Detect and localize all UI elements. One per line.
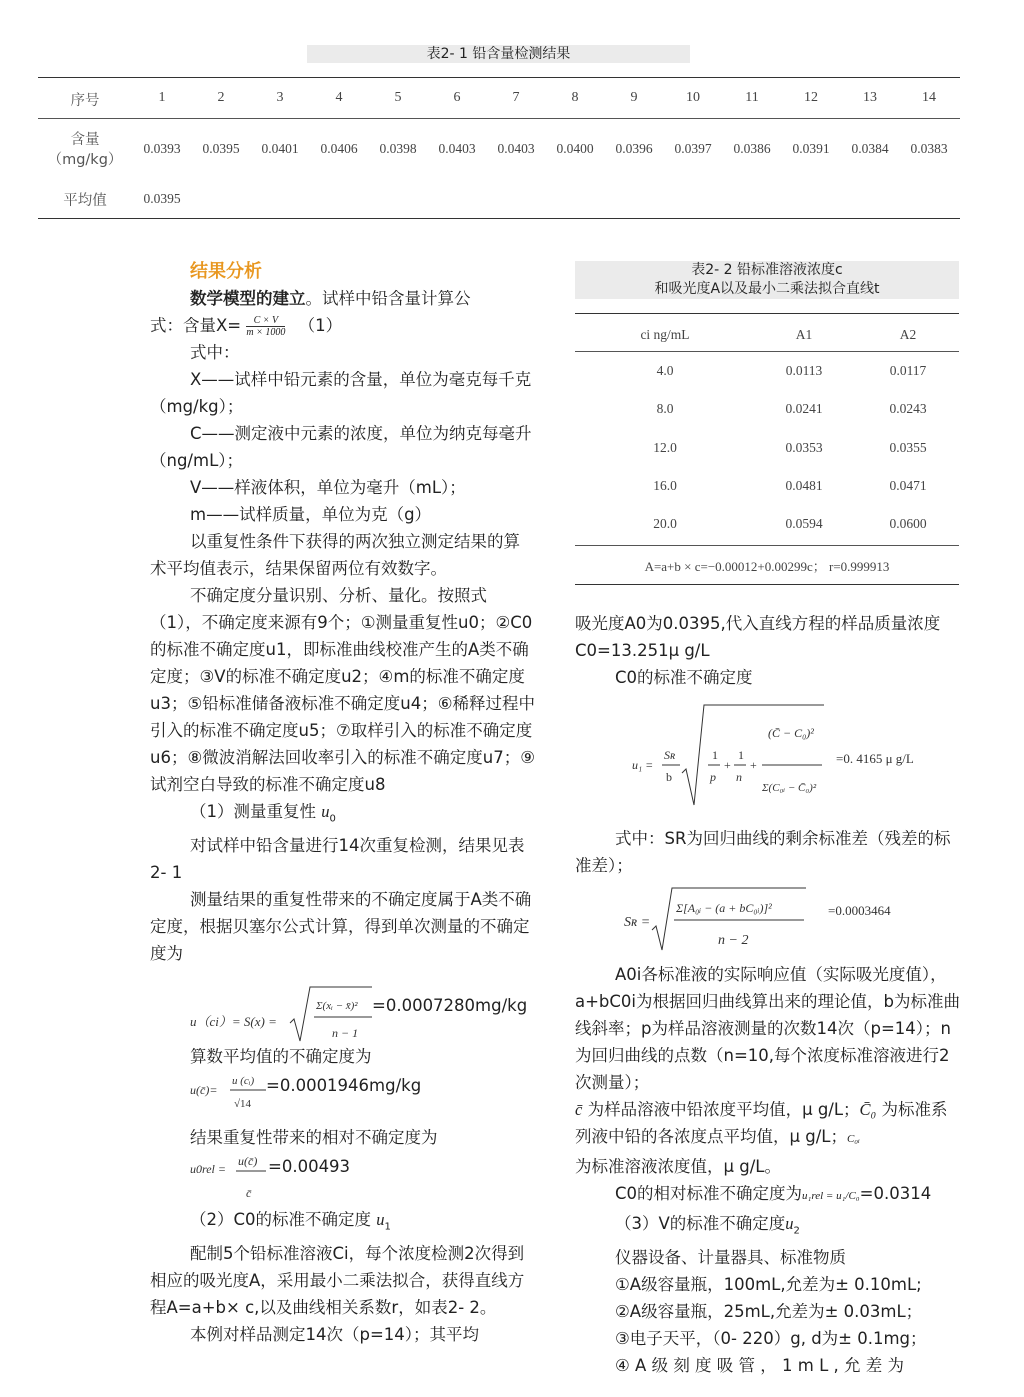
table2-cell: 0.0353 xyxy=(785,439,823,455)
left-column xyxy=(150,258,535,967)
type-a-paragraph: 测量结果的重复性带来的不确定度属于A类不确定度，根据贝塞尔公式计算，得到单次测量的不确定度为 xyxy=(150,890,532,964)
table1-index-cell: 1 xyxy=(158,90,166,105)
table2-cell: 0.0600 xyxy=(889,516,927,532)
instrument-item-1: ①A级容量瓶，100mL,允差为± 0.10mL; xyxy=(615,1275,922,1295)
subsection-1-title xyxy=(150,798,535,832)
table1-index-cell: 4 xyxy=(335,90,343,105)
equation-bessel-result: =0.0007280mg/kg xyxy=(372,996,528,1015)
relative-uncertainty-label: 结果重复性带来的相对不确定度为 xyxy=(190,1128,438,1147)
svg-text:b: b xyxy=(666,770,672,784)
sr-paragraph: 式中：SR为回归曲线的剩余标准差（残差的标准差）； xyxy=(575,829,951,875)
formula-numerator: C × V xyxy=(246,315,285,327)
table1-index-cell: 6 xyxy=(453,90,461,105)
svg-text:+: + xyxy=(750,758,757,772)
equation-mean-fraction xyxy=(190,1072,270,1112)
table1-header-rule xyxy=(38,118,960,119)
relative-c0-line xyxy=(575,1180,960,1210)
equation-sr-result: =0.0003464 xyxy=(828,903,891,918)
svg-text:n − 1: n − 1 xyxy=(332,1026,359,1040)
table1-index-cell: 8 xyxy=(571,90,579,105)
svg-text:Σ(C₀ᵢ − C̄₀)²: Σ(C₀ᵢ − C̄₀)² xyxy=(762,782,817,794)
table1-content-unit: （mg/kg） xyxy=(47,152,123,168)
table2-header-conc: ci ng/mL xyxy=(640,327,690,342)
table1-value-cell: 0.0403 xyxy=(497,141,535,156)
equation-mean-result: =0.0001946mg/kg xyxy=(266,1076,422,1095)
right-column-bottom xyxy=(575,961,960,1379)
table1-value-cell: 0.0395 xyxy=(202,141,240,156)
table2-cell: 0.0113 xyxy=(785,363,823,378)
table1-index-cell: 14 xyxy=(922,90,936,105)
right-column-top xyxy=(575,610,960,691)
svg-text:u(c̄): u(c̄) xyxy=(238,1154,258,1168)
table1-top-rule xyxy=(38,77,960,78)
c0i-symbol: C₀ᵢ xyxy=(846,1133,860,1145)
table2-cell: 4.0 xyxy=(656,363,674,378)
table1-index-cell: 9 xyxy=(630,90,638,105)
c0-uncertainty-title: C0的标准不确定度 xyxy=(615,668,753,687)
svg-text:u(c̄)=: u(c̄)= xyxy=(190,1083,218,1097)
table2-bottom-rule xyxy=(575,584,959,585)
svg-text:Sʀ =: Sʀ = xyxy=(624,915,651,930)
instrument-item-4: ④ A 级 刻 度 吸 管 ， 1 m L , 允 差 为 xyxy=(615,1356,905,1376)
uncertainty-paragraph: 不确定度分量识别、分析、量化。按照式（1），不确定度来源有9个；①测量重复性u0；②C0的标准不确定度u1，即标准曲线校准产生的A类不确定度；③V的标准不确定度u2；④m的标准不确定度u3；⑤铅标准储备液标准不确定度u4；⑥稀释过程中引入的标准不确定度u5；⑦取样引入的标准不确定度u6；⑧微波消解法回收率引入的标准不确定度u7；⑨试剂空白导致的标准不确定度u8 xyxy=(150,586,535,794)
where-label: 式中： xyxy=(190,343,240,362)
cbar-text: 为样品溶液中铅浓度平均值，μ g/L； xyxy=(587,1100,860,1119)
svg-text:1: 1 xyxy=(712,748,718,762)
subsection-1-paragraph: 对试样中铅含量进行14次重复检测，结果见表2- 1 xyxy=(150,836,525,883)
svg-text:(C̄ − C₀)²: (C̄ − C₀)² xyxy=(768,726,814,740)
subsection-3-title xyxy=(575,1210,960,1244)
table1-value-cell: 0.0383 xyxy=(910,141,948,156)
subsection-2-symbol: u xyxy=(376,1210,385,1229)
table2-cell: 20.0 xyxy=(653,516,677,532)
table2-top-rule xyxy=(575,313,959,314)
mean-uncertainty-label: 算数平均值的不确定度为 xyxy=(190,1047,372,1066)
equation-relative xyxy=(190,1151,535,1201)
left-column-mid xyxy=(150,1043,535,1070)
equation-c0-result: =0. 4165 μ g/L xyxy=(836,751,914,766)
relative-c0-result: =0.0314 xyxy=(859,1184,932,1203)
equation-mean xyxy=(190,1072,535,1112)
formula-lead: 式：含量X= xyxy=(150,316,242,335)
right-column-sr xyxy=(575,825,960,879)
svg-text:+: + xyxy=(724,758,731,772)
subsection-1-sub: 0 xyxy=(329,813,336,825)
repeat-paragraph: 以重复性条件下获得的两次独立测定结果的算术平均值表示，结果保留两位有效数字。 xyxy=(150,532,520,578)
instrument-item-2: ②A级容量瓶，25mL,允差为± 0.03mL； xyxy=(615,1302,923,1322)
table1-value-cell: 0.0403 xyxy=(438,141,476,156)
table2-cell: 0.0481 xyxy=(785,477,823,493)
table2-header-rule xyxy=(575,351,959,352)
table1-value-cell: 0.0384 xyxy=(851,141,889,156)
cbar-paragraph xyxy=(575,1096,960,1153)
table1-index-cell: 2 xyxy=(217,90,225,105)
subsection-2-title xyxy=(150,1206,535,1240)
left-column-bottom xyxy=(150,1206,535,1348)
table1-value-cell: 0.0396 xyxy=(615,141,653,156)
equation-relative-result: =0.00493 xyxy=(268,1157,351,1176)
table1-index-cell: 13 xyxy=(863,90,877,105)
equation-bessel xyxy=(190,985,535,1043)
m-definition: m——试样质量，单位为克（g） xyxy=(190,505,432,524)
table1-index-cell: 10 xyxy=(686,90,700,105)
c0bar-text: 为标准系列液中铅的各浓度点平均值，μ g/L； xyxy=(575,1100,948,1146)
svg-text:1: 1 xyxy=(738,748,744,762)
absorbance-paragraph: 吸光度A0为0.0395,代入直线方程的样品质量浓度C0=13.251μ g/L xyxy=(575,614,941,660)
table1-index-cell: 12 xyxy=(804,90,818,105)
section-title: 结果分析 xyxy=(190,261,262,282)
table1-index-cell: 5 xyxy=(394,90,402,105)
svg-text:c̄: c̄ xyxy=(246,1186,252,1200)
svg-text:Σ(xᵢ − x̄)²: Σ(xᵢ − x̄)² xyxy=(316,1000,358,1012)
subsection-3-sub: 2 xyxy=(793,1225,800,1237)
table1-average-label: 平均值 xyxy=(63,193,107,209)
table2-header-a1: A1 xyxy=(795,327,813,342)
subsection-3-symbol: u xyxy=(785,1214,794,1233)
table2-cell: 0.0471 xyxy=(889,477,927,493)
subsection-1-symbol: u xyxy=(321,802,330,821)
formula-denominator: m × 1000 xyxy=(246,327,286,338)
table2-cell: 0.0243 xyxy=(889,401,927,417)
subsection-2-sub: 1 xyxy=(384,1221,391,1233)
table2-fit-rule xyxy=(575,545,959,546)
subsection-2-text: （2）C0的标准不确定度 xyxy=(190,1210,372,1229)
table1-content-label: 含量 xyxy=(70,132,100,148)
svg-text:p: p xyxy=(710,770,716,784)
svg-text:u0rel =: u0rel = xyxy=(190,1162,226,1176)
table2-cell: 8.0 xyxy=(656,401,674,417)
v-definition: V——样液体积，单位为毫升（mL）； xyxy=(190,478,466,497)
svg-text:Sʀ: Sʀ xyxy=(664,748,676,762)
equation-sr xyxy=(620,886,950,952)
table1-value-cell: 0.0393 xyxy=(143,141,181,156)
relative-c0-formula: u₁rel = u₁/C₀ xyxy=(802,1190,860,1202)
c0bar-symbol: C̄₀ xyxy=(859,1100,877,1119)
table1-value-cell: 0.0391 xyxy=(792,141,830,156)
svg-text:√14: √14 xyxy=(234,1098,252,1110)
svg-text:n − 2: n − 2 xyxy=(718,933,749,948)
table2-cell: 0.0241 xyxy=(785,401,823,417)
table1-index-cell: 11 xyxy=(745,90,759,105)
table2-fit-equation: A=a+b × c=−0.00012+0.00299c； r=0.999913 xyxy=(644,559,890,574)
c-definition: C——测定液中元素的浓度，单位为纳克每毫升（ng/mL）； xyxy=(150,424,532,470)
a0i-paragraph: A0i各标准液的实际响应值（实际吸光度值），a+bC0i为根据回归曲线算出来的理论值，b为标准曲线斜率；p为样品溶液测量的次数14次（p=14）；n为回归曲线的点数（n=10,每个浓度标准溶液进行2次测量）； xyxy=(575,965,960,1092)
model-intro: 。试样中铅含量计算公 xyxy=(305,289,471,308)
cbar-symbol: c̄ xyxy=(575,1100,583,1119)
table2-cell: 0.0355 xyxy=(889,439,927,455)
svg-text:n: n xyxy=(736,770,742,784)
sample-paragraph: 本例对样品测定14次（p=14）；其平均 xyxy=(190,1325,480,1345)
table2-caption-line2: 和吸光度A以及最小二乘法拟合直线t xyxy=(654,281,880,297)
table1-index-cell: 3 xyxy=(276,90,284,105)
table2-cell: 0.0117 xyxy=(889,363,927,378)
table1-value-cell: 0.0406 xyxy=(320,141,358,156)
subsection-3-text: （3）V的标准不确定度 xyxy=(615,1214,786,1233)
equation-c0-uncertainty xyxy=(628,703,958,807)
equation-relative-fraction xyxy=(190,1151,270,1201)
equation-bessel-left: u（ci）= S(x) = xyxy=(190,1014,277,1029)
subsection-1-text: （1）测量重复性 xyxy=(190,802,316,821)
x-definition: X——试样中铅元素的含量，单位为毫克每千克（mg/kg）； xyxy=(150,370,532,416)
table2-caption xyxy=(575,261,959,299)
table1-value-cell: 0.0398 xyxy=(379,141,417,156)
table1-value-cell: 0.0397 xyxy=(674,141,712,156)
equation-sr-radical xyxy=(620,886,810,952)
c0i-paragraph: 为标准溶液浓度值，μ g/L。 xyxy=(575,1157,781,1176)
table1-index-label: 序号 xyxy=(70,93,100,109)
svg-text:u₁ =: u₁ = xyxy=(632,758,654,772)
svg-text:u (cᵢ): u (cᵢ) xyxy=(232,1075,255,1087)
table2-header-a2: A2 xyxy=(899,327,917,342)
preparation-paragraph: 配制5个铅标准溶液Ci，每个浓度检测2次得到相应的吸光度A，采用最小二乘法拟合，获得直线方程A=a+b× c,以及曲线相关系数r，如表2- 2。 xyxy=(150,1244,525,1318)
equation-bessel-radical xyxy=(288,985,374,1043)
table1-average-value: 0.0395 xyxy=(143,191,181,206)
table1-value-cell: 0.0386 xyxy=(733,141,771,156)
left-column-rel xyxy=(150,1124,535,1151)
equation-c0-radical xyxy=(628,703,828,807)
model-title: 数学模型的建立 xyxy=(190,289,306,308)
table2-caption-line1: 表2- 2 铅标准溶液浓度c xyxy=(691,262,843,278)
instrument-item-3: ③电子天平，（0- 220）g, d为± 0.1mg； xyxy=(615,1329,927,1349)
formula-line xyxy=(150,312,535,339)
table2-cell: 16.0 xyxy=(653,477,677,493)
table1-index-cell: 7 xyxy=(512,90,520,105)
table1-caption: 表2- 1 铅含量检测结果 xyxy=(307,45,690,63)
table2-cell: 12.0 xyxy=(653,439,677,455)
table2-cell: 0.0594 xyxy=(785,516,823,532)
svg-text:Σ[A₀ᵢ − (a + bC₀ᵢ)]²: Σ[A₀ᵢ − (a + bC₀ᵢ)]² xyxy=(676,901,772,915)
table1-bottom-rule xyxy=(38,218,960,219)
table1-value-cell: 0.0400 xyxy=(556,141,594,156)
instruments-label: 仪器设备、计量器具、标准物质 xyxy=(615,1248,846,1268)
formula-tag: （1） xyxy=(298,316,343,335)
table1-value-cell: 0.0401 xyxy=(261,141,299,156)
relative-c0-label: C0的相对标准不确定度为 xyxy=(615,1184,803,1203)
